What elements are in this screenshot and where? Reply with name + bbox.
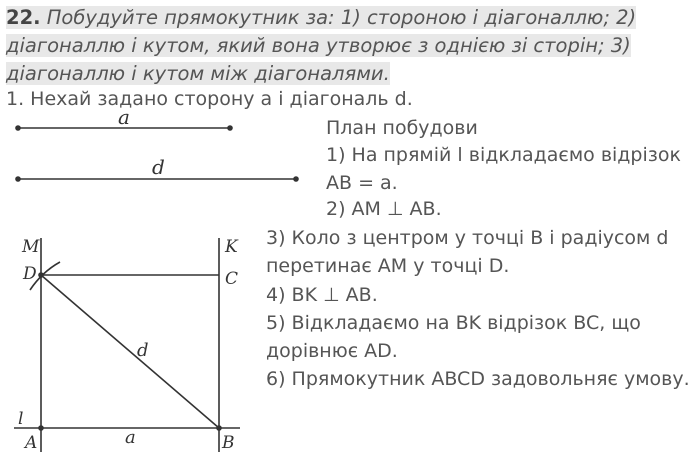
plan-step-3: 3) Коло з центром у точці B і радіусом d перетинає AM у точці D. xyxy=(266,227,669,277)
point-b xyxy=(216,425,222,431)
segment-d-label: d xyxy=(152,155,165,179)
point-a xyxy=(38,425,44,431)
plan-step-1: 1) На прямій l відкладаємо відрізок AB = a. xyxy=(326,144,681,194)
line-label-l: l xyxy=(18,409,24,429)
plan-step-2: 2) AM ⊥ AB. xyxy=(326,198,442,220)
diagonal-label: d xyxy=(137,340,149,361)
segment-a-label: a xyxy=(118,105,130,129)
point-label-k: K xyxy=(225,237,238,257)
plan-step-4: 4) BK ⊥ AB. xyxy=(266,284,378,306)
diagonal-bd xyxy=(41,275,219,428)
plan-title: План побудови xyxy=(326,117,478,139)
side-ab-label: a xyxy=(125,427,136,448)
task-text: Побудуйте прямокутник за: 1) стороною і діагоналлю; 2) діагоналлю і кутом, який вона утворює з однією зі сторін; 3) діагоналлю і кутом між діагоналями. xyxy=(6,6,637,85)
point-label-c: C xyxy=(225,269,239,289)
point-label-d: D xyxy=(23,264,37,284)
plan-step-6: 6) Прямокутник ABCD задовольняє умову. xyxy=(266,368,690,390)
task-number: 22. xyxy=(6,6,41,29)
rectangle-abcd xyxy=(14,238,240,452)
point-label-m: M xyxy=(22,237,40,257)
point-d xyxy=(38,272,44,278)
point-label-b: B xyxy=(222,433,235,453)
point-label-a: A xyxy=(25,433,38,453)
plan-step-5: 5) Відкладаємо на BK відрізок BC, що дорівнює AD. xyxy=(266,312,641,362)
solution-intro: 1. Нехай задано сторону a і діагональ d. xyxy=(6,88,413,110)
